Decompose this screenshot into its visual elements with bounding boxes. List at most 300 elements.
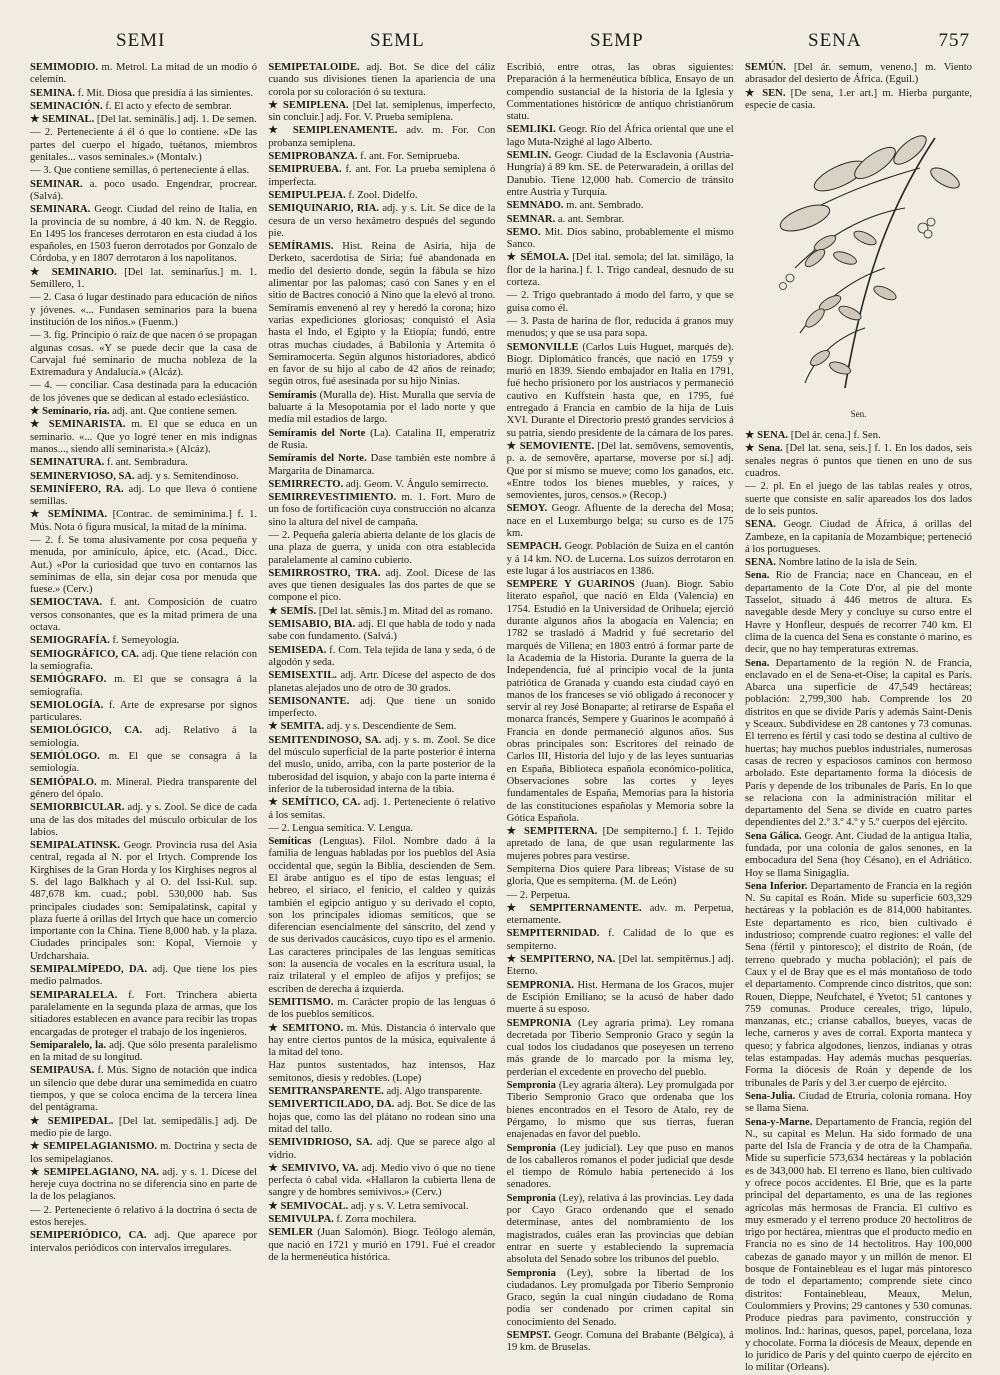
entry-definition: m. El que se educa en un seminario. «... Que yo logré tener en mis indignas manos..., siendo allí seminarista.» (Alcáz). [30,419,257,455]
dictionary-entry [268,1201,495,1213]
entry-definition: — 3. Pasta de harina de flor, reducida á granos muy menudos; y que se usa para sopa. [506,315,734,340]
entry-headword: SEMIOGRÁFICO, CA. [30,648,139,660]
entry-definition: f. ant. Sembradura. [104,457,188,469]
entry-definition: m. Mineral. Piedra transparente del género del ópalo. [30,776,257,800]
entry-definition: (Lenguas). Filol. Nombre dado á la familia de lenguas habladas por los pueblos del Asia occidental que, según la Biblia, descienden de Sem. El árabe antiguo es el tipo de estas lenguas; el hebreo, el siriaco, el fenicio, el caldeo y quizás también el egipcio antiguo y su derivado el copto, son los principales idiomas semíticos, que se diferencian esencialmente del sánscrito, del zend y de sus derivados caucásicos, cuyo tipo es el armenio. Las caracteres principales de las lenguas semíticas son: la ausencia de vocales en la escritura usual, la raíz trilateral y el empleo de afijos y prefijos; se escriben de derecha á izquierda. [268,836,496,995]
entry-definition: — 2. f. Se toma alusivamente por cosa pequeña y menuda, por aminículo, ápice, etc. (Acad., Dicc. Aut.) «Por la curiosidad que tuvo en contarnos las semínimas de ella, sin dejar cosa por menuda que fuese.» (Cerv.) [30,534,257,596]
page-number: 757 [938,30,970,51]
dictionary-entry [30,127,257,164]
entry-headword: SEMIPETALOIDE. [268,62,360,73]
entry-definition: Escribió, entre otras, las obras siguientes: Preparación á la hermenéutica bíblica, Ensayo de un compendio sustancial de la historia de la Iglesia y Commentationes históricœ de antiquo christianōrum statu. [506,62,734,123]
entry-definition: adj. Bot. Se dice de las hojas que, como las del plátano no rodean sino una mitad del tallo. [268,1099,496,1135]
entry-definition: [Del lat. sēmis.] m. Mitad del as romano. [316,605,493,617]
entry-headword: Sena. [744,657,770,669]
column-4-top-entries [745,62,972,112]
dictionary-entry [268,645,495,670]
dictionary-entry [30,1230,257,1255]
entry-definition: [Del lat. seminarĭus.] m. 1. Semillero, 1. [30,266,258,291]
entry-definition: (Ley agraria prima). Ley romana decretada por Tiberio Sempronio Graco y según la cual todos los ciudadanos que poseyesen un terreno más grande de lo marcado por la misma ley, perderían el excedente en provecho del pueblo. [506,1017,734,1078]
entry-definition: Ciudad de Etruria, colonia romana. Hoy se llama Siena. [744,1090,972,1115]
dictionary-entry [507,579,734,825]
entry-definition: adj. Lo que lleva ó contiene semillas. [30,483,257,508]
header-guide-word-4: SENA [808,30,862,51]
dictionary-entry [268,836,495,996]
entry-headword: SEMIOLOGÍA. [30,699,104,711]
entry-headword: ★ SEMINAL. [30,114,95,126]
entry-definition: Hist. Hermana de los Gracos, mujer de Escipión Emiliano; se la acusó de haber dado muerte á su esposo. [506,979,734,1016]
dictionary-entry [268,530,495,567]
entry-headword: ★ SEMÍS. [268,605,317,617]
dictionary-entry [745,88,972,113]
entry-definition: adj. y s. Semitendinoso. [134,470,239,482]
dictionary-entry [30,380,257,405]
entry-definition: adj. Que aparece por intervalos periódicos con intervalos irregulares. [30,1230,257,1254]
entry-definition: a. poco usado. Engendrar, procrear. (Salvá). [30,178,257,202]
dictionary-entry [30,1141,257,1166]
entry-headword: ★ SEMPITERNA. [506,826,598,838]
entry-definition: f. ant. For. Semiprueba. [357,151,460,163]
dictionary-entry [507,1143,734,1192]
entry-headword: SEMIRREVESTIMIENTO. [268,492,397,504]
entry-definition: — 2. Trigo quebrantado á modo del farro, y que se guisa como él. [506,290,734,314]
entry-definition: adj. Geom. V. Ángulo semirrecto. [343,478,489,490]
entry-headword: Sempronia [506,1192,556,1204]
entry-headword: Semíramis [268,389,317,401]
entry-definition: (Ley), sobre la libertad de los ciudadanos. Ley promulgada por Tiberio Sempronio Graco, según la cual ningún ciudadano de Roma podía ser condenado por crimen capital sin conocimiento del Senado. [506,1267,734,1328]
dictionary-entry [268,1137,495,1162]
entry-definition: [Del lat. sena, seis.] f. 1. En los dados, seis senales negras ó puntos que tienen en uno de sus cuadros. [744,443,972,480]
entry-definition: (Ley judicial). Ley que puso en manos de los caballeros romanos el poder judicial que desde el tiempo de Rómulo había pertenecido á los senadores. [506,1142,734,1191]
entry-headword: SEMOY. [506,503,548,515]
entry-headword: SENA. [744,519,776,531]
entry-definition: Nombre latino de la isla de Sein. [775,557,918,569]
dictionary-entry [745,570,972,656]
entry-headword: ★ SEMITONO. [268,1022,344,1034]
entry-headword: SEMINACIÓN. [30,100,103,112]
dictionary-entry [268,1099,495,1136]
dictionary-entry [268,1163,495,1200]
entry-headword: ★ SEMINARIO. [30,266,117,278]
header-guide-word-2: SEML [370,30,425,51]
entry-definition: Mit. Dios sabino, probablemente el mismo Sanco. [506,226,734,251]
dictionary-entry [30,700,257,725]
header-guide-word-1: SEMI [116,30,166,51]
entry-definition: f. Mit. Diosa que presidía á las simientes. [75,87,254,99]
entry-headword: ★ SEMINARISTA. [30,419,126,431]
senna-plant-icon [745,118,972,408]
entry-headword: SEMONVILLE [506,341,579,353]
dictionary-entry [268,428,495,453]
dictionary-entry [30,1065,257,1114]
entry-definition: adj. Que sólo presenta paralelismo en la mitad de su longitud. [30,1039,257,1064]
dictionary-entry [30,840,257,963]
entry-definition: Geogr. Provincia rusa del Asia central, regada al N. por el Irtych. Comprende los Kirghises de la Gran Horda y los Kirghises negros al S. del lago Balkhach y al O. del Issi-Kul. sup. 487,678 km. cuad.; pobl. 530,000 hab. Sus principales ciudades son: Semipalatinsk, capital y plaza fuerte á orillas del Irtych que hace un comercio importante con la China. Tiene 8,000 hab. y la plaza. Ciudades principales son: Kopal, Viernoie y Urdcharshaia. [30,840,257,962]
entry-headword: SEMIÓPALO. [30,776,97,788]
entry-definition: [Del lat. semiplenus, imperfecto, sin concluir.] adj. For. V. Prueba semiplena. [268,99,496,124]
entry-headword: SEMISEDA. [268,644,327,656]
entry-definition: Geogr. Población de Suiza en el cantón y á 14 km. NO. de Lucerna. Los suizos derrotaron en este lugar á los austriacos en 1386. [506,541,734,577]
dictionary-entry [268,823,495,835]
entry-headword: Sena-Julia. [744,1090,796,1102]
entry-headword: SEMIPALATINSK. [30,840,120,852]
entry-definition: [Del lat. semipedālis.] adj. De medio pie de largo. [30,1115,258,1139]
column-1 [30,62,257,1332]
dictionary-entry [268,203,495,240]
entry-definition: (Ley agraria áltera). Ley promulgada por Tiberio Sempronio Graco que ordenaba que los bienes encontrados en el Tesoro de Atalo, rey de Pérgamo, lo mismo que sus tierras, fueran enajenadas en favor del pueblo. [506,1080,734,1141]
dictionary-entry [745,881,972,1090]
entry-headword: Sempronia [506,1080,556,1092]
dictionary-entry [30,990,257,1039]
dictionary-entry [30,777,257,802]
entry-definition: adj. Que tiene los pies medio palmados. [30,964,257,988]
entry-definition: [Del lat. seminālis.] adj. 1. De semen. [94,114,257,126]
entry-headword: SEMISONANTE. [268,695,350,707]
entry-definition: adj. Que tiene relación con la semiografía. [30,648,258,672]
entry-headword: SEMIRROSTRO, TRA. [268,567,381,579]
dictionary-entry [30,267,257,292]
entry-headword: SEMINATURA. [30,457,105,469]
entry-definition: — 2. Perpetua. [506,889,571,901]
entry-headword: ★ SEMIVIVO, VA. [268,1162,359,1174]
entry-headword: SEMIOGRAFÍA. [30,635,110,647]
dictionary-entry [268,1023,495,1060]
dictionary-entry [268,125,495,150]
dictionary-entry [745,519,972,556]
entry-headword: SEMIÓGRAFO. [30,674,107,686]
entry-definition: Departamento de Francia, región del N., su capital es Melun. Ha sido formado de una parte del Isla de Francia y de otra de la Champaña. Mide su superficie 573,634 hectáreas y la población es de 343,000 hab. El terreno es llano, bien cultivado y ofrece pocos accidentes. El Brie, que es la parte principal del departamento, es una de las regiones agrícolas más hermosas de Francia. El cultivo es muy esmerado y el terreno produce 20 hectolitros de trigo por hectárea, mientras que el producto medio en Francia no es sino de 14 hectolitros. Hay 100,000 cabezas de ganado mayor y un millón de menor. El bosque de Fontainebleau es el lugar más pintoresco de todo el departamento; comprende siete cinco distritos: Fontainebleau, Meaux, Melun, Coulommiers y Provins; 29 cantones y 530 comunas. Produce piedras para pavimento, construcción y molinos. Ind.: harinas, quesos, papel, porcelana, loza y chocolate. Forma la diócesis de Meaux, depende en lo jurídico de París y del quinto cuerpo de ejército en lo militar (Orleans). [744,1116,972,1374]
entry-definition: adj. ant. Que contiene semen. [109,406,238,418]
entry-definition: [Del ital. semola; del lat. similāgo, la flor de la harina.] f. 1. Trigo candeal, desnudo de su corteza. [506,252,734,289]
entry-definition: f. ant. Composición de cuatro versos consonantes, que es la mitad primera de una octava. [30,597,257,634]
dictionary-entry [30,674,257,699]
entry-headword: SEMPACH. [506,541,562,553]
entry-definition: (Ley), relativa á las provincias. Ley dada por Cayo Graco ordenando que el senado determinase, antes del nombramiento de los magistrados, cuáles eran las provincias que debían entrar en suerte y estableciendo la supremacía absoluta del Senado sobre los tribunos del pueblo. [506,1192,734,1266]
entry-definition: adj. Artr. Dícese del aspecto de dos planetas alejados uno de otro de 30 grados. [268,670,496,694]
entry-definition: — 2. Pequeña galería abierta delante de los glacis de una plaza de guerra, y unida con otra establecida paralelamente al camino cubierto. [268,529,496,566]
text-columns [30,62,972,1374]
dictionary-entry [507,503,734,540]
entry-definition: adj. Zool. Dícese de las aves que tienen desiguales las dos partes de que se compone el pico. [268,567,496,604]
entry-definition: Geogr. Ciudad de la Esclavonia (Austria-Hungría) á 89 km. SE. de Peterwaradein, á orillas del Danubio. Tiene 12,000 hab. Comercio de tránsito entre Austria y Turquía. [506,150,734,198]
entry-definition: [Del lat. semōvens, semoventis, p. a. de semovēre, apartarse, moverse por sí.] adj. Que por sí mismo se mueve; como los ganados, etc. «Entre todos los bienes muebles, y raíces, y semovientes, juros, censos.» (Recop.) [506,440,734,502]
dictionary-entry [268,568,495,605]
entry-definition: (Juan). Biogr. Sabio literato español, que nació en Elda (Valencia) en 1754. Estudió en la Universidad de Orihuela; ejerció durante algunos años la abogacía en Valencia; en 1782 se trasladó á Madrid y fué secretario del marqués de Villena; en 1803 entró á formar parte de la Academia de la Historia. Durante la guerra de la Independencia, fué al principio vocal de la junta patriótica de Granada y cuando esta ciudad cayó en manos de los franceses se vió obligado á reconocer y servir al rey José Bonaparte; al retirarse de España el monarca francés, Sempere y Guarinos le acompañó á Francia en donde permaneció algunos años. Sus obras principales son: Escritores del reinado de Carlos III, Historia del lujo y de las leyes suntuarias en España, Biblioteca española económico-política, Observaciones sobre las cortes y leyes fundamentales de España, Memorias para la historia de las constituciones españolas y Memoria sobre la Gótica Española. [506,579,734,824]
entry-headword: SEMO. [506,226,541,238]
dictionary-entry [507,1018,734,1079]
entry-definition: m. Doctrina y secta de los semipelagianos. [30,1141,257,1165]
entry-headword: SEMIPULPEJA. [268,189,346,201]
entry-definition: Geogr. Ciudad del reino de Italia, en la provincia de su nombre, á 40 km. N. de Reggio. En 1495 los franceses derrotaron en esta ciudad á los españoles, en 1503 fueron derrotados por Gonzalo de Córdoba, y en 1807 derrotaron á los napolitanos. [30,204,257,265]
dictionary-entry [507,890,734,902]
entry-headword: SEMISABIO, BIA. [268,619,356,631]
entry-headword: SEMINAR. [30,178,83,190]
entry-definition: Geogr. Ant. Ciudad de la antigua Italia, fundada, por una colonia de galos senones, en la embocadura del Sena (hoy Césano), en el Adriático. Hoy se llama Sinigaglia. [744,830,972,879]
entry-headword: SEMIPERIÓDICO, CA. [30,1230,147,1242]
entry-headword: SEMINÍFERO, RA. [30,483,124,495]
dictionary-entry [30,1040,257,1065]
dictionary-entry [507,928,734,953]
entry-definition: m. El que se consagra á la semiografía. [30,674,257,698]
entry-headword: ★ SEMPITERNAMENTE. [506,902,642,914]
entry-definition: f. Zorra mochilera. [333,1214,417,1226]
entry-headword: SEMIVIDRIOSO, SA. [268,1137,373,1149]
entry-headword: ★ SEMÍTICO, CA. [268,797,361,809]
entry-definition: Sempiterna Dios quiere Para libreas; Vístase de su gloria, Que es sempiterna. (M. de León) [506,864,734,888]
entry-definition: f. Com. Tela tejida de lana y seda, ó de algodón y seda. [268,644,496,668]
dictionary-entry [30,165,257,177]
dictionary-entry [30,964,257,989]
entry-headword: SEMIORBICULAR. [30,802,125,814]
entry-headword: SEMINERVIOSO, SA. [30,470,135,482]
dictionary-entry [30,597,257,634]
entry-headword: SEMNAR. [506,213,556,225]
entry-headword: SEMPERE Y GUARINOS [506,579,635,591]
column-4 [744,62,972,1374]
entry-definition: adv. m. For. Con probanza semiplena. [268,125,496,149]
entry-headword: ★ SEMIVOCAL. [268,1200,349,1212]
dictionary-entry [745,1117,972,1375]
senna-plant-illustration [745,118,972,428]
entry-headword: SEMIOCTAVA. [30,597,103,609]
header-guide-word-3: SEMP [590,30,644,51]
entry-definition: — 3. fig. Principio ó raíz de que nacen ó se propagan algunas cosas. «Y se puede decir que la casa de Carvajal fué seminario de mucha nobleza de la Extremadura y Andalucía.» (Alcáz). [30,330,257,379]
dictionary-entry [268,62,495,99]
dictionary-entry [507,1330,734,1355]
dictionary-entry [30,330,257,379]
entry-headword: SEMITISMO. [268,996,334,1008]
page-header [30,30,970,58]
entry-headword: SEMÚN. [744,62,786,73]
entry-definition: — 2. Perteneciente á él ó que lo contiene. «De las partes del cuerpo el hígado, tuétanos, miembros genitales... vasos seminales.» (Montalv.) [30,127,257,164]
entry-headword: Semíramis del Norte [268,427,366,439]
entry-definition: f. Semeyología. [109,635,180,647]
dictionary-entry [268,1060,495,1085]
entry-definition: adj. y s. 1. Dícese del hereje cuya doctrina no se diferencia sino en parte de la de los pelagianos. [30,1166,257,1203]
entry-headword: SEMLIKI. [506,124,556,136]
entry-headword: SEMIMODIO. [30,62,98,73]
entry-headword: SEMIQUINARIO, RIA. [268,203,379,215]
entry-definition: [Del ár. semum, veneno.] m. Viento abrasador del desierto de África. (Eguil.) [744,62,972,86]
entry-definition: (Carlos Luis Huguet, marqués de). Biogr. Diplomático francés, que nació en 1759 y murió en 1839. Siendo embajador en Italia en 1791, fué hecho prisionero por los austriacos y permaneció cautivo en Kuffstein hasta que, en 1795, fué entregado á Francia en cambio de la hija de Luis XVI. Durante el Directorio prestó grandes servicios á su patria, siendo presidente de la cámara de los pares. [506,341,734,439]
entry-definition: m. ant. Sembrado. [563,200,644,212]
entry-headword: Sempronia [506,1142,556,1154]
dictionary-entry [507,150,734,199]
entry-headword: ★ SEN. [744,87,786,99]
entry-headword: Semíramis del Norte. [268,453,367,465]
dictionary-entry [507,826,734,863]
entry-headword: ★ SEMIPEDAL. [30,1115,114,1127]
entry-headword: ★ SEMITA. [268,721,325,733]
dictionary-entry [268,390,495,427]
dictionary-entry [30,649,257,674]
entry-definition: m. Metrol. La mitad de un modio ó celemín. [30,62,257,86]
entry-definition: [Contrac. de semiminima.] f. 1. Mús. Nota ó figura musical, la mitad de la mínima. [30,509,258,533]
entry-definition: — 2. Lengua semítica. V. Lengua. [268,822,413,834]
entry-definition: Geogr. Comuna del Brabante (Bélgica), á 19 km. de Bruselas. [506,1329,734,1354]
entry-headword: SEMINA. [30,87,76,99]
entry-headword: Sena. [744,570,770,582]
dictionary-entry [507,200,734,212]
entry-definition: — 2. pl. En el juego de las tablas reales y otros, suerte que consiste en salir apareados los dos lados de lo seis puntos. [744,481,972,517]
entry-headword: ★ SEMÍNIMA. [30,509,108,521]
entry-headword: SEMPITERNIDAD. [506,928,600,940]
dictionary-entry [268,619,495,644]
entry-definition: adj. El que habla de todo y nada sabe con fundamento. (Salvá.) [268,619,496,643]
entry-definition: f. Mús. Signo de notación que indica un silencio que debe durar una semimedida en cuatro tiempos, y que se coloca encima de la tercera línea del pentágrama. [30,1065,257,1114]
dictionary-entry [507,980,734,1017]
dictionary-entry [30,1116,257,1141]
entry-definition: — 2. Casa ó lugar destinado para educación de niños y jóvenes. «... Fundasen seminarios para la buena institución de los niños.» (Fuenm.) [30,292,257,328]
dictionary-entry [30,62,257,87]
dictionary-entry [507,342,734,440]
dictionary-entry [507,954,734,979]
entry-definition: [Del lat. sempitērnus.] adj. Eterno. [506,954,734,978]
entry-definition: Dase también este nombre á Margarita de Dinamarca. [268,453,496,477]
dictionary-entry [30,751,257,776]
entry-definition: a. ant. Sembrar. [555,213,625,225]
entry-headword: ★ SENA. [744,430,789,442]
entry-headword: SEMIÓLOGO. [30,751,100,763]
entry-definition: adv. m. Perpetua, eternamente. [506,902,734,927]
illustration-caption: Sen. [850,409,867,420]
dictionary-entry [268,1227,495,1264]
column-2 [268,62,495,1332]
entry-headword: SEMNADO. [506,200,564,212]
entry-definition: [De sena, 1.er art.] m. Hierba purgante, especie de casia. [744,87,972,111]
dictionary-entry [507,1080,734,1141]
dictionary-entry [507,214,734,226]
entry-definition: — 4. — conciliar. Casa destinada para la educación de los jóvenes que se dedican al estado eclesiástico. [30,380,257,404]
entry-definition: adj. Algo transparente. [383,1086,483,1098]
entry-headword: ★ SEMIPLENA. [268,99,349,111]
dictionary-entry [745,62,972,87]
dictionary-entry [507,227,734,252]
dictionary-entry [30,535,257,596]
entry-definition: Departamento de la región N. de Francia, enclavado en el de Sena-et-Oise; la capital es París. Abarca una superficie de 47,549 hectáreas; población: 2,799,300 hab. Comprende los 20 distritos en que se divide París y además Saint-Denis y Sceaux. Subdividese en 28 cantones y 73 comunas. El terreno es fértil y casi todo se destina al cultivo de huertas; hay muchos pueblos industriales, numerosas casas de recreo y espaciosos caminos con hermoso arbolado. Este departamento forma la diócesis de París y depende de los tribunales de París. En lo que se relaciona con la administración militar el departamento del Sena se divide en cuatro partes dependientes del 2.º 3.º 4.º y 5.º cuerpos del ejército. [744,657,972,829]
dictionary-entry [507,903,734,928]
column-4-bottom-entries [745,430,972,1375]
dictionary-entry [268,100,495,125]
dictionary-entry [30,725,257,750]
dictionary-entry [30,635,257,647]
entry-definition: adj. y s. m. Zool. Se dice del músculo superficial de la parte posterior é interna del muslo, unido, arriba, con la parte posterior de la tuberosidad del isquion, y abajo con la parte interna é inferior de la tuberosidad interna de la tibia. [268,734,496,795]
entry-definition: (Muralla de). Hist. Muralla que servía de baluarte á la Mesopotamia por el lado norte y que medía mil estadios de largo. [268,389,496,426]
dictionary-entry [507,316,734,341]
entry-definition: Geogr. Río del África oriental que une el lago Muta-Nzighé al lago Alberto. [506,124,734,148]
entry-headword: SEMIRRECTO. [268,478,344,490]
dictionary-entry [30,114,257,126]
dictionary-entry [30,101,257,113]
entry-headword: SEMIPRUEBA. [268,164,342,176]
entry-definition: f. Arte de expresarse por signos particulares. [30,699,257,724]
dictionary-entry [507,62,734,123]
dictionary-entry [268,479,495,491]
dictionary-entry [30,1205,257,1230]
entry-headword: ★ Sena. [744,443,783,455]
column-3 [506,62,734,1354]
entry-headword: ★ Seminario, ria. [30,406,110,418]
dictionary-entry [268,670,495,695]
dictionary-entry [30,88,257,100]
dictionary-entry [507,441,734,502]
entry-headword: SEMIPAUSA. [30,1065,95,1077]
dictionary-entry [268,1086,495,1098]
entry-headword: ★ SEMIPELAGIANO, NA. [30,1166,159,1178]
entry-definition: Hist. Reina de Asiria, hija de Derketo, sacerdotisa de Siria; fué abandonada en medio del desierto donde, según la fábula se hizo alimentar por las palomas; casó con Sanes y en el sitio de Bactres conoció á Nino que la elevó al trono. Semíramis envenenó al rey y heredó la corona; hizo varias expediciones gloriosas; conquistó el Asia hasta el Indo, el Egipto y la Etiopía; fundó, entre otras muchas ciudades, á Babilonia y Artemita ó Semiramocerta. Según algunos historiadores, abdicó en favor de su hijo al cabo de 42 años de reinado; según otros, fué asesinada por su hijo Ninias. [268,241,496,388]
entry-definition: [Del ár. cena.] f. Sen. [788,430,881,442]
entry-definition: m. Carácter propio de las lenguas ó de los pueblos semíticos. [268,996,496,1021]
dictionary-entry [507,1193,734,1267]
dictionary-entry [507,541,734,578]
dictionary-entry [30,457,257,469]
entry-definition: adj. Que tiene un sonido imperfecto. [268,695,496,720]
dictionary-entry [30,509,257,534]
dictionary-entry [745,831,972,880]
dictionary-entry [507,252,734,289]
entry-definition: adj. Bot. Se dice del cáliz cuando sus divisiones tienen la apariencia de una corola por su coloración ó su textura. [268,62,496,98]
entry-headword: SENA. [744,557,776,569]
dictionary-entry [268,797,495,822]
entry-headword: ★ SEMOVIENTE. [506,440,595,452]
entry-headword: ★ SÉMOLA. [506,252,569,264]
entry-headword: Sena-y-Marne. [744,1116,813,1128]
entry-headword: Sena Inferior. [744,880,808,892]
dictionary-entry [30,419,257,456]
entry-definition: m. El que se consagra á la semiología. [30,751,257,775]
entry-definition: adj. y s. Lit. Se dice de la cesura de un verso hexámetro después del segundo pie. [268,203,496,239]
entry-headword: SEMLIN. [506,150,552,162]
entry-headword: ★ SEMPITERNO, NA. [506,954,616,966]
dictionary-entry [30,471,257,483]
entry-headword: SEMIVULPA. [268,1214,334,1226]
dictionary-entry [745,658,972,830]
dictionary-entry [745,443,972,480]
entry-headword: SEMÍRAMIS. [268,241,334,253]
entry-headword: SEMPRONIA. [506,979,575,991]
dictionary-entry [507,290,734,315]
dictionary-entry [745,557,972,569]
entry-definition: f. Calidad de lo que es sempiterno. [506,928,734,952]
entry-definition: m. 1. Fort. Muro de un foso de fortificación cuya construcción no alcanza sino la altura del nivel de campaña. [268,492,496,528]
entry-definition: f. ant. For. La prueba semiplena ó imperfecta. [268,164,496,188]
entry-definition: Haz puntos sustentados, haz intensos, Haz semitonos, diesis y redobles. (Lope) [268,1060,496,1084]
dictionary-entry [30,292,257,329]
entry-definition: f. El acto y efecto de sembrar. [102,100,232,112]
entry-headword: SEMIPALMÍPEDO, DA. [30,964,147,976]
entry-headword: SEMITRANSPARENTE. [268,1086,384,1098]
entry-headword: SEMLER [268,1227,314,1239]
entry-headword: ★ SEMIPELAGIANISMO. [30,1141,157,1153]
dictionary-entry [30,179,257,204]
entry-headword: SEMITENDINOSO, SA. [268,734,382,746]
entry-headword: SEMIPARALELA. [30,989,118,1001]
entry-definition: Departamento de Francia en la región N. Su capital es Roán. Mide su superficie 603,329 hectáreas y la población es de 814,000 habitantes. Este departamento es rico, bien cultivado é industrioso; comprende cuatro regiones: el valle del Sena (fértil y pintoresco); el distrito de Roán, (de terreno quebrado y mucha población); el país de Caux y el de Bray que es el más montañoso de todo el departamento. Comprende cinco distritos, que son: Rouen, Dieppe, Neufchatel, é Yvetot; 51 cantones y 759 comunas. Produce cereales, trigo, lúpulo, manzanas, etc.; crianse caballos, bueyes, vacas de leche, carneros y aves de corral. Exporta manteca y queso; y fabrica algodones, lienzos, indianas y otras telas estampadas. Hay además muchas pesquerías. Forma la diócesis de Roán y depende de los tribunales de París y del 3.er cuerpo de ejército. [744,880,972,1089]
entry-headword: SEMIVERTICILADO, DA. [268,1099,395,1111]
dictionary-entry [268,606,495,618]
dictionary-entry [30,484,257,509]
dictionary-entry [507,864,734,889]
entry-headword: ★ SEMIPLENAMENTE. [268,125,398,137]
entry-definition: adj. 1. Perteneciente ó relativo á los semitas. [268,797,496,821]
dictionary-entry [268,164,495,189]
entry-definition: Geogr. Ciudad de África, á orillas del Zambeze, en la capitanía de Mozambique; perteneció á los portugueses. [744,519,972,555]
dictionary-entry [268,735,495,796]
dictionary-entry [507,124,734,149]
entry-headword: Semiparalelo, la. [30,1039,107,1051]
entry-definition: adj. Medio vivo ó que no tiene perfecta ó cabal vida. «Hallaron la cubierta llena de sangre y de hombres semivivos.» (Cerv.) [268,1162,496,1199]
entry-headword: Semíticas [268,836,312,848]
dictionary-entry [268,721,495,733]
